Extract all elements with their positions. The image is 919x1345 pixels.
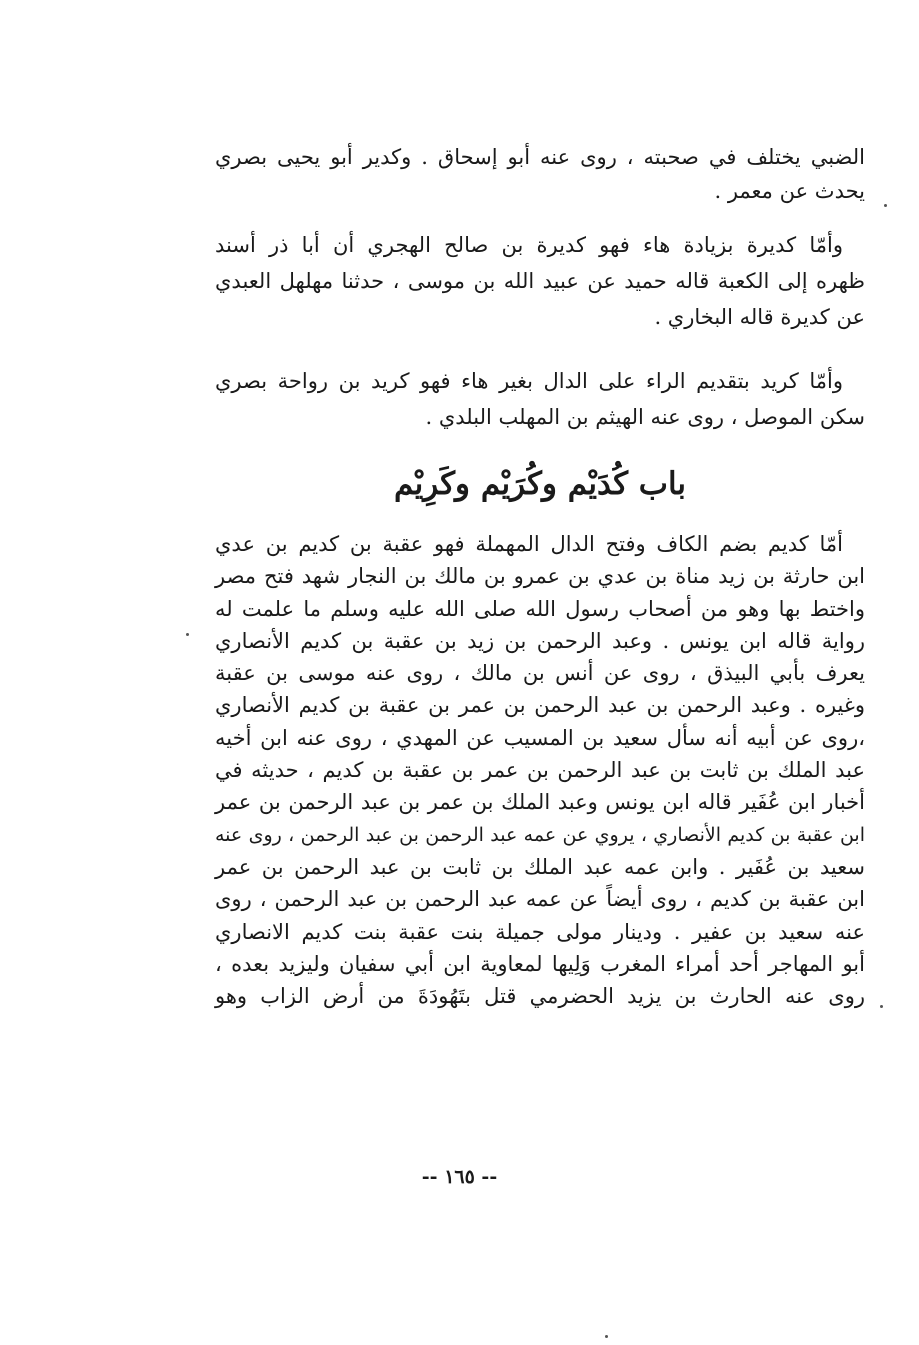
main-text-body [215,528,865,1012]
scan-speck [186,633,189,636]
scan-speck [884,204,887,207]
text-line: وغيره . وعبد الرحمن بن عبد الرحمن بن عمر بن عقبة بن كديم الأنصاري [215,693,865,718]
text-line: وأمّا كريد بتقديم الراء على الدال بغير هاء فهو كريد بن رواحة بصري [215,369,843,393]
text-line: يعرف بأبي البيذق ، روى عن أنس بن مالك ، روى عنه موسى بن عقبة [215,661,865,686]
paragraph-kudayra [215,228,865,334]
chapter-heading: باب كُدَيْم وكُرَيْم وكَرِيْم [393,466,687,502]
text-line: ظهره إلى الكعبة قاله حميد عن عبيد الله بن موسى ، حدثنا مهلهل العبدي [215,269,865,293]
text-line: ابن عقبة بن كديم الأنصاري ، يروي عن عمه عبد الرحمن بن عبد الرحمن ، روى عنه [215,823,865,846]
text-line: روى عنه الحارث بن يزيد الحضرمي قتل بتَهُودَةَ من أرض الزاب وهو [215,984,865,1009]
paragraph-kudayr [215,140,865,208]
text-line: أمّا كديم بضم الكاف وفتح الدال المهملة فهو عقبة بن كديم بن عدي [215,532,843,556]
text-line: سعيد بن عُفَير . وابن عمه عبد الملك بن ثابت بن عبد الرحمن بن عمر [215,854,865,879]
text-line: أخبار ابن عُفَير قاله ابن يونس وعبد الملك بن عمر بن عبد الرحمن بن عمر [215,790,865,815]
text-line: وأمّا كديرة بزيادة هاء فهو كديرة بن صالح الهجري أن أبا ذر أسند [215,233,843,257]
text-line: سكن الموصل ، روى عنه الهيثم بن المهلب البلدي . [425,405,865,429]
text-line: أبو المهاجر أحد أمراء المغرب وَلِيها لمعاوية ابن أبي سفيان وليزيد بعده ، [215,951,865,976]
scan-speck [605,1335,608,1338]
text-line: عن كديرة قاله البخاري . [654,305,865,329]
text-line: ابن عقبة بن كديم ، روى أيضاً عن عمه عبد الرحمن بن عبد الرحمن ، روى [215,887,865,912]
text-line: يحدث عن معمر . [714,179,865,203]
paragraph-kurayd [215,364,865,434]
scan-speck [880,1005,883,1008]
page-number: -- ١٦٥ -- [421,1166,498,1188]
text-line: رواية قاله ابن يونس . وعبد الرحمن بن زيد بن عقبة بن كديم الأنصاري [215,628,865,653]
text-line: ابن حارثة بن زيد مناة بن عدي بن عمرو بن مالك بن النجار شهد فتح مصر [215,564,865,589]
text-line: ،روى عن أبيه أنه سأل سعيد بن المسيب عن المهدي ، روى عنه ابن أخيه [215,725,865,750]
text-line: الضبي يختلف في صحبته ، روى عنه أبو إسحاق . وكدير أبو يحيى بصري [215,145,865,169]
text-line: واختط بها وهو من أصحاب رسول الله صلى الله عليه وسلم ما علمت له [215,596,865,621]
text-line: عنه سعيد بن عفير . ودينار مولى جميلة بنت عقبة بنت كديم الانصاري [215,919,865,944]
text-line: عبد الملك بن ثابت بن عبد الرحمن بن عمر بن عقبة بن كديم ، حديثه في [215,758,865,783]
